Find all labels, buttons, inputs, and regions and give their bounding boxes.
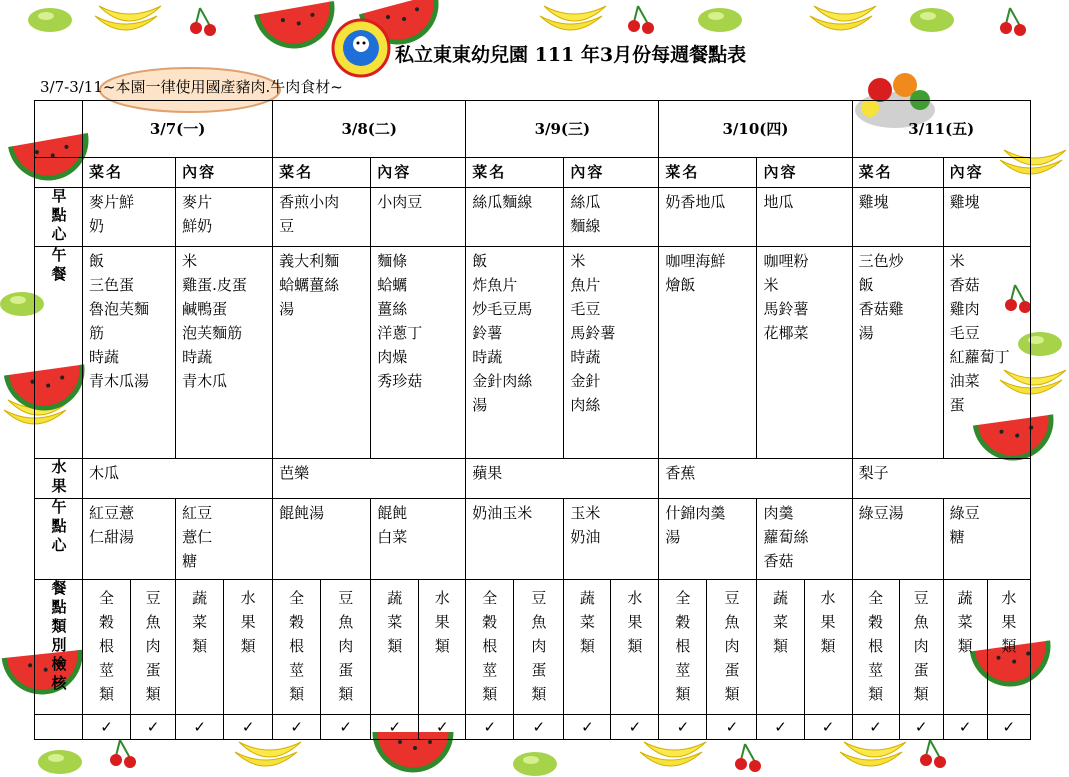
date-row bbox=[35, 101, 1031, 158]
category-char: 蔬 bbox=[957, 588, 973, 607]
afternoon-content-3 bbox=[757, 498, 852, 579]
category-char: 類 bbox=[387, 636, 403, 655]
category-char: 魚 bbox=[145, 612, 161, 631]
page-title: 私立東東幼兒園 111 年3月份每週餐點表 bbox=[395, 44, 747, 66]
category-cell bbox=[466, 579, 514, 714]
category-cell bbox=[707, 579, 757, 714]
breakfast-dish-4-line: 雞塊 bbox=[858, 193, 889, 212]
check-mark: ✓ bbox=[899, 714, 943, 739]
check-mark: ✓ bbox=[514, 714, 564, 739]
category-char: 蛋 bbox=[913, 660, 929, 679]
check-row-label bbox=[35, 714, 83, 739]
category-char: 豆 bbox=[145, 588, 161, 607]
check-mark: ✓ bbox=[176, 714, 224, 739]
category-char: 類 bbox=[240, 636, 256, 655]
lunch-dish-2-line: 飯 bbox=[472, 251, 488, 270]
fruit-0 bbox=[83, 459, 273, 498]
category-char: 蛋 bbox=[338, 660, 354, 679]
afternoon-dish-4-line: 綠豆湯 bbox=[858, 503, 904, 522]
row-label-text: 午餐 bbox=[49, 246, 68, 285]
lunch-content-4-line: 紅蘿蔔丁 bbox=[949, 347, 1010, 366]
category-char: 魚 bbox=[724, 612, 740, 631]
lunch-dish-0-line: 三色蛋 bbox=[89, 275, 135, 294]
category-cell bbox=[224, 579, 273, 714]
lunch-dish-0-line: 筋 bbox=[89, 323, 105, 342]
breakfast-dish-4 bbox=[852, 188, 943, 247]
breakfast-content-3-line: 地瓜 bbox=[763, 193, 794, 212]
category-char: 莖 bbox=[482, 660, 498, 679]
lunch-content-3-line: 花椰菜 bbox=[763, 323, 809, 342]
category-char: 類 bbox=[675, 684, 691, 703]
lunch-content-2-line: 馬鈴薯 bbox=[570, 323, 616, 342]
breakfast-dish-0-line: 麥片鮮 bbox=[89, 193, 135, 212]
category-char: 類 bbox=[772, 636, 788, 655]
category-char: 果 bbox=[434, 612, 450, 631]
category-char: 蔬 bbox=[579, 588, 595, 607]
category-char: 根 bbox=[289, 636, 305, 655]
page-subtitle: 3/7-3/11~本園一律使用國產豬肉.牛肉食材~ bbox=[40, 78, 343, 96]
afternoon-dish-3-line: 湯 bbox=[665, 527, 681, 546]
breakfast-dish-3-line: 奶香地瓜 bbox=[665, 193, 726, 212]
lunch-content-0-line: 鹹鴨蛋 bbox=[182, 299, 228, 318]
category-cell bbox=[176, 579, 224, 714]
category-cell bbox=[943, 579, 987, 714]
lunch-content-1-line: 秀珍菇 bbox=[377, 371, 423, 390]
lunch-dish-1-line: 蛤蠣薑絲 bbox=[279, 275, 340, 294]
lunch-content-2-line: 毛豆 bbox=[570, 299, 601, 318]
category-char: 莖 bbox=[289, 660, 305, 679]
category-char: 類 bbox=[1001, 636, 1017, 655]
breakfast-content-4 bbox=[943, 188, 1030, 247]
category-char: 水 bbox=[627, 588, 643, 607]
category-char: 莖 bbox=[99, 660, 115, 679]
lunch-dish-1-line: 湯 bbox=[279, 299, 295, 318]
afternoon-content-3-line: 蘿蔔絲 bbox=[763, 527, 809, 546]
breakfast-dish-1-line: 豆 bbox=[279, 217, 295, 236]
lunch-dish-4-line: 飯 bbox=[858, 275, 874, 294]
category-char: 蛋 bbox=[145, 660, 161, 679]
afternoon-content-4 bbox=[943, 498, 1030, 579]
afternoon-content-2-line: 奶油 bbox=[570, 527, 601, 546]
category-char: 肉 bbox=[724, 636, 740, 655]
lunch-dish-0-line: 青木瓜湯 bbox=[89, 371, 150, 390]
afternoon-content-0-line: 糖 bbox=[182, 551, 198, 570]
day-date-4: 3/11(五) bbox=[852, 101, 1030, 158]
check-row bbox=[35, 714, 1031, 739]
fruit-1 bbox=[273, 459, 466, 498]
afternoon-content-1-line: 白菜 bbox=[377, 527, 408, 546]
lunch-content-2-line: 時蔬 bbox=[570, 347, 601, 366]
afternoon-dish-1-line: 餛飩湯 bbox=[279, 503, 325, 522]
lunch-content-3-line: 米 bbox=[763, 275, 779, 294]
lunch-content-2-line: 魚片 bbox=[570, 275, 601, 294]
lunch-content-0-line: 米 bbox=[182, 251, 198, 270]
row-label-afternoon bbox=[35, 498, 83, 579]
fruit-4-line: 梨子 bbox=[858, 464, 889, 483]
category-cell bbox=[611, 579, 659, 714]
category-char: 穀 bbox=[289, 612, 305, 631]
category-cell bbox=[852, 579, 899, 714]
category-char: 蔬 bbox=[772, 588, 788, 607]
breakfast-content-0-line: 鮮奶 bbox=[182, 217, 213, 236]
afternoon-content-4-line: 糖 bbox=[949, 527, 965, 546]
category-char: 根 bbox=[482, 636, 498, 655]
afternoon-dish-3-line: 什錦肉羹 bbox=[665, 503, 726, 522]
category-char: 類 bbox=[434, 636, 450, 655]
lunch-content-3-line: 馬鈴薯 bbox=[763, 299, 809, 318]
category-char: 類 bbox=[99, 684, 115, 703]
category-char: 水 bbox=[1001, 588, 1017, 607]
fruit-row bbox=[35, 459, 1031, 498]
check-mark: ✓ bbox=[564, 714, 611, 739]
category-char: 豆 bbox=[531, 588, 547, 607]
category-char: 全 bbox=[289, 588, 305, 607]
category-char: 水 bbox=[434, 588, 450, 607]
category-char: 果 bbox=[627, 612, 643, 631]
lunch-dish-1 bbox=[273, 246, 371, 459]
row-label-lunch bbox=[35, 246, 83, 459]
category-char: 蛋 bbox=[531, 660, 547, 679]
category-cell bbox=[757, 579, 804, 714]
category-char: 根 bbox=[675, 636, 691, 655]
category-char: 肉 bbox=[338, 636, 354, 655]
category-char: 魚 bbox=[338, 612, 354, 631]
category-char: 類 bbox=[289, 684, 305, 703]
day-date-3: 3/10(四) bbox=[659, 101, 852, 158]
lunch-dish-3-line: 咖哩海鮮 bbox=[665, 251, 726, 270]
category-cell bbox=[899, 579, 943, 714]
category-char: 類 bbox=[579, 636, 595, 655]
check-mark: ✓ bbox=[371, 714, 419, 739]
column-header-dish: 菜名 bbox=[659, 157, 757, 187]
category-char: 豆 bbox=[338, 588, 354, 607]
category-char: 類 bbox=[957, 636, 973, 655]
breakfast-content-3 bbox=[757, 188, 852, 247]
check-mark: ✓ bbox=[273, 714, 321, 739]
lunch-dish-4-line: 三色炒 bbox=[858, 251, 904, 270]
lunch-content-4-line: 油菜 bbox=[949, 371, 980, 390]
category-char: 水 bbox=[240, 588, 256, 607]
category-char: 水 bbox=[820, 588, 836, 607]
lunch-dish-0-line: 魯泡芙麵 bbox=[89, 299, 150, 318]
day-date-2: 3/9(三) bbox=[466, 101, 659, 158]
category-cell bbox=[419, 579, 466, 714]
check-mark: ✓ bbox=[757, 714, 804, 739]
category-char: 類 bbox=[913, 684, 929, 703]
lunch-dish-2-line: 金針肉絲 bbox=[472, 371, 533, 390]
lunch-dish-0 bbox=[83, 246, 176, 459]
day-date-0: 3/7(一) bbox=[83, 101, 273, 158]
category-cell bbox=[987, 579, 1030, 714]
check-mark: ✓ bbox=[224, 714, 273, 739]
breakfast-content-0-line: 麥片 bbox=[182, 193, 213, 212]
column-header-content: 內容 bbox=[371, 157, 466, 187]
category-char: 蔬 bbox=[387, 588, 403, 607]
check-mark: ✓ bbox=[611, 714, 659, 739]
category-char: 類 bbox=[868, 684, 884, 703]
lunch-content-0-line: 雞蛋.皮蛋 bbox=[182, 275, 247, 294]
row-label-category bbox=[35, 579, 83, 714]
lunch-dish-2-line: 炒毛豆馬 bbox=[472, 299, 533, 318]
lunch-dish-1-line: 義大利麵 bbox=[279, 251, 340, 270]
lunch-dish-0-line: 飯 bbox=[89, 251, 105, 270]
category-char: 菜 bbox=[772, 612, 788, 631]
lunch-content-1-line: 洋蔥丁 bbox=[377, 323, 423, 342]
category-char: 蛋 bbox=[724, 660, 740, 679]
lunch-dish-4 bbox=[852, 246, 943, 459]
afternoon-dish-0-line: 仁甜湯 bbox=[89, 527, 135, 546]
category-cell bbox=[273, 579, 321, 714]
category-char: 菜 bbox=[192, 612, 208, 631]
category-char: 菜 bbox=[957, 612, 973, 631]
lunch-dish-4-line: 香菇雞 bbox=[858, 299, 904, 318]
column-header-dish: 菜名 bbox=[852, 157, 943, 187]
column-header-dish: 菜名 bbox=[273, 157, 371, 187]
column-header-content: 內容 bbox=[757, 157, 852, 187]
lunch-dish-2-line: 鈴薯 bbox=[472, 323, 503, 342]
afternoon-dish-0-line: 紅豆薏 bbox=[89, 503, 135, 522]
category-char: 穀 bbox=[99, 612, 115, 631]
column-header-row bbox=[35, 157, 1031, 187]
category-char: 果 bbox=[820, 612, 836, 631]
afternoon-content-1-line: 餛飩 bbox=[377, 503, 408, 522]
category-cell bbox=[371, 579, 419, 714]
category-char: 根 bbox=[99, 636, 115, 655]
lunch-content-3-line: 咖哩粉 bbox=[763, 251, 809, 270]
lunch-dish-3-line: 燴飯 bbox=[665, 275, 696, 294]
lunch-content-4-line: 雞肉 bbox=[949, 299, 980, 318]
lunch-content-2 bbox=[564, 246, 659, 459]
afternoon-dish-0 bbox=[83, 498, 176, 579]
lunch-content-0-line: 時蔬 bbox=[182, 347, 213, 366]
afternoon-row bbox=[35, 498, 1031, 579]
row-label-text: 早點心 bbox=[49, 188, 68, 246]
category-char: 穀 bbox=[675, 612, 691, 631]
afternoon-content-2 bbox=[564, 498, 659, 579]
lunch-dish-2 bbox=[466, 246, 564, 459]
afternoon-content-0-line: 紅豆 bbox=[182, 503, 213, 522]
category-cell bbox=[83, 579, 131, 714]
afternoon-dish-3 bbox=[659, 498, 757, 579]
breakfast-dish-0 bbox=[83, 188, 176, 247]
check-mark: ✓ bbox=[707, 714, 757, 739]
category-char: 肉 bbox=[531, 636, 547, 655]
lunch-content-4-line: 毛豆 bbox=[949, 323, 980, 342]
category-char: 豆 bbox=[913, 588, 929, 607]
category-char: 果 bbox=[1001, 612, 1017, 631]
category-char: 全 bbox=[482, 588, 498, 607]
category-char: 穀 bbox=[482, 612, 498, 631]
fruit-3 bbox=[659, 459, 852, 498]
corner-cell-2 bbox=[35, 157, 83, 187]
lunch-content-0-line: 泡芙麵筋 bbox=[182, 323, 243, 342]
lunch-content-4 bbox=[943, 246, 1030, 459]
row-label-text: 午點心 bbox=[49, 498, 68, 556]
lunch-content-2-line: 肉絲 bbox=[570, 395, 601, 414]
lunch-content-1 bbox=[371, 246, 466, 459]
lunch-content-4-line: 香菇 bbox=[949, 275, 980, 294]
lunch-content-1-line: 薑絲 bbox=[377, 299, 408, 318]
breakfast-dish-3 bbox=[659, 188, 757, 247]
check-mark: ✓ bbox=[804, 714, 852, 739]
category-char: 類 bbox=[724, 684, 740, 703]
row-label-fruit bbox=[35, 459, 83, 498]
category-char: 穀 bbox=[868, 612, 884, 631]
category-char: 類 bbox=[145, 684, 161, 703]
column-header-dish: 菜名 bbox=[466, 157, 564, 187]
category-cell bbox=[659, 579, 707, 714]
column-header-content: 內容 bbox=[943, 157, 1030, 187]
breakfast-content-1-line: 小肉豆 bbox=[377, 193, 423, 212]
category-char: 類 bbox=[192, 636, 208, 655]
afternoon-content-4-line: 綠豆 bbox=[949, 503, 980, 522]
lunch-content-1-line: 肉燥 bbox=[377, 347, 408, 366]
breakfast-content-0 bbox=[176, 188, 273, 247]
lunch-dish-2-line: 炸魚片 bbox=[472, 275, 518, 294]
category-char: 類 bbox=[338, 684, 354, 703]
fruit-2-line: 蘋果 bbox=[472, 464, 503, 483]
breakfast-dish-2-line: 絲瓜麵線 bbox=[472, 193, 533, 212]
breakfast-dish-1-line: 香煎小肉 bbox=[279, 193, 340, 212]
breakfast-content-2-line: 絲瓜 bbox=[570, 193, 601, 212]
category-cell bbox=[564, 579, 611, 714]
school-logo bbox=[330, 18, 392, 78]
lunch-content-1-line: 蛤蠣 bbox=[377, 275, 408, 294]
check-mark: ✓ bbox=[852, 714, 899, 739]
fruit-0-line: 木瓜 bbox=[89, 464, 120, 483]
afternoon-dish-2-line: 奶油玉米 bbox=[472, 503, 533, 522]
breakfast-content-1 bbox=[371, 188, 466, 247]
category-char: 全 bbox=[868, 588, 884, 607]
lunch-content-0 bbox=[176, 246, 273, 459]
check-mark: ✓ bbox=[131, 714, 176, 739]
column-header-content: 內容 bbox=[564, 157, 659, 187]
category-cell bbox=[321, 579, 371, 714]
category-char: 蔬 bbox=[192, 588, 208, 607]
lunch-dish-3 bbox=[659, 246, 757, 459]
breakfast-dish-1 bbox=[273, 188, 371, 247]
lunch-content-0-line: 青木瓜 bbox=[182, 371, 228, 390]
lunch-content-4-line: 蛋 bbox=[949, 395, 965, 414]
breakfast-row bbox=[35, 188, 1031, 247]
lunch-dish-2-line: 時蔬 bbox=[472, 347, 503, 366]
lunch-content-4-line: 米 bbox=[949, 251, 965, 270]
category-char: 全 bbox=[675, 588, 691, 607]
check-mark: ✓ bbox=[419, 714, 466, 739]
category-cell bbox=[514, 579, 564, 714]
category-char: 類 bbox=[627, 636, 643, 655]
category-char: 肉 bbox=[145, 636, 161, 655]
day-date-1: 3/8(二) bbox=[273, 101, 466, 158]
category-char: 魚 bbox=[913, 612, 929, 631]
breakfast-dish-0-line: 奶 bbox=[89, 217, 105, 236]
lunch-content-2-line: 米 bbox=[570, 251, 586, 270]
lunch-content-1-line: 麵條 bbox=[377, 251, 408, 270]
afternoon-content-3-line: 香菇 bbox=[763, 551, 794, 570]
category-cell bbox=[131, 579, 176, 714]
check-mark: ✓ bbox=[987, 714, 1030, 739]
category-char: 全 bbox=[99, 588, 115, 607]
afternoon-dish-1 bbox=[273, 498, 371, 579]
category-char: 肉 bbox=[913, 636, 929, 655]
afternoon-dish-2 bbox=[466, 498, 564, 579]
column-header-dish: 菜名 bbox=[83, 157, 176, 187]
row-label-breakfast bbox=[35, 188, 83, 247]
category-char: 菜 bbox=[579, 612, 595, 631]
breakfast-content-4-line: 雞塊 bbox=[949, 193, 980, 212]
check-mark: ✓ bbox=[659, 714, 707, 739]
afternoon-content-0 bbox=[176, 498, 273, 579]
afternoon-content-1 bbox=[371, 498, 466, 579]
category-char: 菜 bbox=[387, 612, 403, 631]
afternoon-content-2-line: 玉米 bbox=[570, 503, 601, 522]
lunch-dish-0-line: 時蔬 bbox=[89, 347, 120, 366]
category-char: 豆 bbox=[724, 588, 740, 607]
lunch-content-3 bbox=[757, 246, 852, 459]
category-row bbox=[35, 579, 1031, 714]
category-char: 莖 bbox=[868, 660, 884, 679]
lunch-dish-2-line: 湯 bbox=[472, 395, 488, 414]
category-char: 莖 bbox=[675, 660, 691, 679]
category-char: 類 bbox=[531, 684, 547, 703]
fruit-4 bbox=[852, 459, 1030, 498]
afternoon-content-0-line: 薏仁 bbox=[182, 527, 213, 546]
check-mark: ✓ bbox=[321, 714, 371, 739]
weekly-menu-table bbox=[34, 100, 1031, 740]
check-mark: ✓ bbox=[943, 714, 987, 739]
afternoon-dish-4 bbox=[852, 498, 943, 579]
breakfast-content-2 bbox=[564, 188, 659, 247]
corner-cell bbox=[35, 101, 83, 158]
category-char: 根 bbox=[868, 636, 884, 655]
row-label-text: 餐點類別檢核 bbox=[49, 579, 68, 694]
breakfast-content-2-line: 麵線 bbox=[570, 217, 601, 236]
column-header-content: 內容 bbox=[176, 157, 273, 187]
lunch-content-2-line: 金針 bbox=[570, 371, 601, 390]
category-cell bbox=[804, 579, 852, 714]
category-char: 類 bbox=[482, 684, 498, 703]
fruit-2 bbox=[466, 459, 659, 498]
afternoon-content-3-line: 肉羹 bbox=[763, 503, 794, 522]
category-char: 魚 bbox=[531, 612, 547, 631]
fruit-1-line: 芭樂 bbox=[279, 464, 310, 483]
check-mark: ✓ bbox=[466, 714, 514, 739]
lunch-row bbox=[35, 246, 1031, 459]
fruit-3-line: 香蕉 bbox=[665, 464, 696, 483]
check-mark: ✓ bbox=[83, 714, 131, 739]
row-label-text: 水果 bbox=[49, 459, 68, 498]
category-char: 類 bbox=[820, 636, 836, 655]
category-char: 果 bbox=[240, 612, 256, 631]
lunch-dish-4-line: 湯 bbox=[858, 323, 874, 342]
breakfast-dish-2 bbox=[466, 188, 564, 247]
